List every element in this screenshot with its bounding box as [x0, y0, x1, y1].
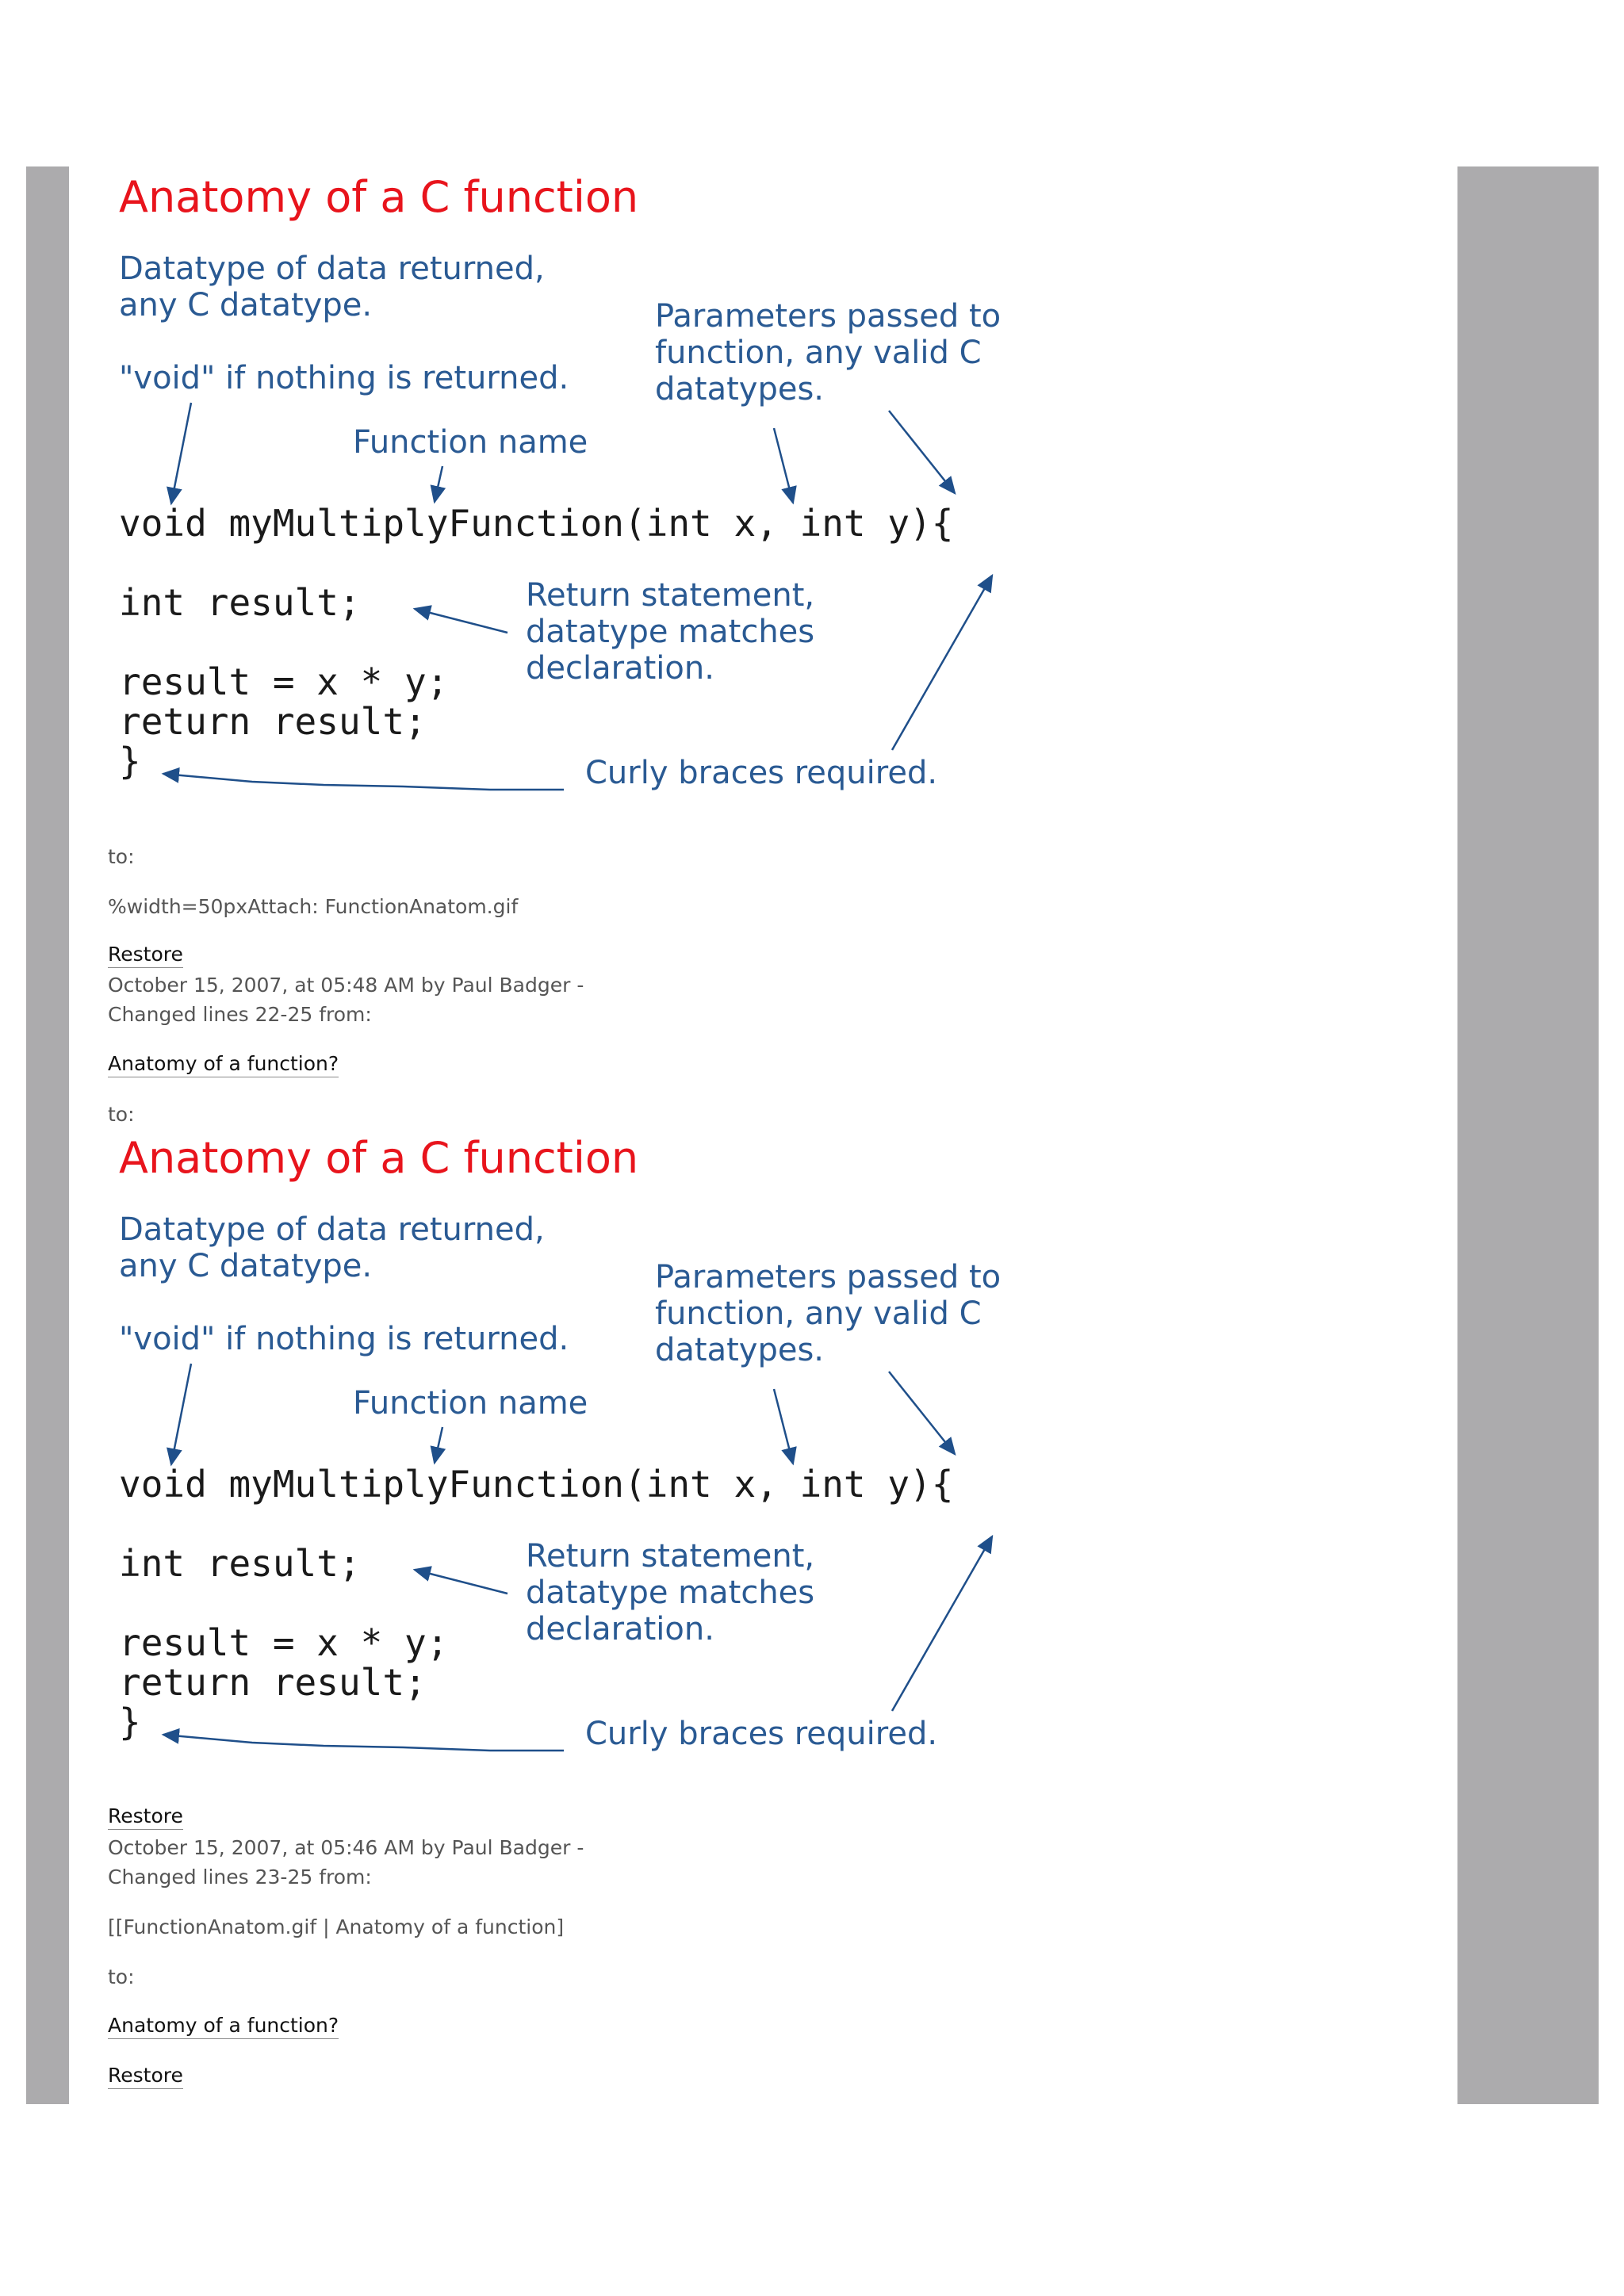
code-signature: void myMultiplyFunction(int x, int y){ [119, 502, 954, 545]
note-params-line1: Parameters passed to [655, 298, 1002, 335]
diagram-title: Anatomy of a C function [119, 172, 639, 222]
code-return: return result; [119, 1661, 427, 1704]
revision-change: Changed lines 23-25 from: [108, 1866, 372, 1888]
note-function-name: Function name [353, 424, 588, 461]
note-braces: Curly braces required. [585, 755, 938, 791]
restore-link[interactable]: Restore [108, 942, 183, 968]
arrow-to-close-brace [163, 774, 564, 790]
arrow-to-param-y [889, 1372, 955, 1454]
note-params-line3: datatypes. [655, 371, 825, 408]
function-anatomy-diagram [117, 166, 1029, 848]
code-assign: result = x * y; [119, 1621, 449, 1664]
arrow-to-function-name [435, 466, 442, 502]
revision-from-text: [[FunctionAnatom.gif | Anatomy of a function] [108, 1915, 565, 1938]
note-return-line3: declaration. [526, 650, 714, 687]
arrow-to-return-type [171, 403, 191, 503]
note-params-line2: function, any valid C [655, 1295, 982, 1332]
note-params-line1: Parameters passed to [655, 1259, 1002, 1295]
arrow-to-return-type [171, 1364, 191, 1464]
note-return-line2: datatype matches [526, 614, 815, 650]
note-return-line1: Return statement, [526, 1538, 815, 1575]
arrow-to-param-x [774, 428, 793, 503]
note-datatype-line1: Datatype of data returned, [119, 1211, 545, 1248]
note-return-line2: datatype matches [526, 1575, 815, 1611]
note-datatype-line1: Datatype of data returned, [119, 251, 545, 287]
right-sidebar [1457, 166, 1599, 2104]
arrow-to-param-x [774, 1389, 793, 1464]
note-braces: Curly braces required. [585, 1716, 938, 1752]
code-close: } [119, 740, 141, 783]
restore-link[interactable]: Restore [108, 1804, 183, 1830]
arrow-to-result-decl [415, 609, 508, 633]
code-decl: int result; [119, 1542, 361, 1585]
arrow-to-result-decl [415, 1570, 508, 1594]
revision-meta: October 15, 2007, at 05:46 AM by Paul Badger - [108, 1836, 584, 1859]
note-void: "void" if nothing is returned. [119, 360, 569, 396]
note-function-name: Function name [353, 1385, 588, 1422]
arrow-to-function-name [435, 1427, 442, 1463]
diagram-title: Anatomy of a C function [119, 1133, 639, 1183]
revision-meta: October 15, 2007, at 05:48 AM by Paul Badger - [108, 974, 584, 997]
note-params-line3: datatypes. [655, 1332, 825, 1368]
code-decl: int result; [119, 581, 361, 624]
left-sidebar [26, 166, 69, 2104]
restore-link[interactable]: Restore [108, 2063, 183, 2089]
anatomy-link[interactable]: Anatomy of a function? [108, 2013, 339, 2039]
note-return-line1: Return statement, [526, 577, 815, 614]
arrow-to-param-y [889, 411, 955, 493]
note-return-line3: declaration. [526, 1611, 714, 1647]
arrow-to-open-brace [892, 1536, 992, 1711]
diagram-svg [117, 166, 1029, 848]
note-void: "void" if nothing is returned. [119, 1321, 569, 1357]
attach-text: %width=50pxAttach: FunctionAnatom.gif [108, 895, 519, 918]
note-datatype-line2: any C datatype. [119, 287, 373, 323]
to-label: to: [108, 845, 135, 868]
note-datatype-line2: any C datatype. [119, 1248, 373, 1284]
code-close: } [119, 1701, 141, 1743]
to-label: to: [108, 1965, 135, 1988]
function-anatomy-diagram [117, 1127, 1029, 1809]
arrow-to-close-brace [163, 1735, 564, 1751]
code-signature: void myMultiplyFunction(int x, int y){ [119, 1463, 954, 1506]
to-label: to: [108, 1103, 135, 1126]
code-return: return result; [119, 700, 427, 743]
arrow-to-open-brace [892, 576, 992, 750]
diagram-svg [117, 1127, 1029, 1809]
revision-change: Changed lines 22-25 from: [108, 1003, 372, 1026]
code-assign: result = x * y; [119, 660, 449, 703]
note-params-line2: function, any valid C [655, 335, 982, 371]
anatomy-link[interactable]: Anatomy of a function? [108, 1051, 339, 1077]
